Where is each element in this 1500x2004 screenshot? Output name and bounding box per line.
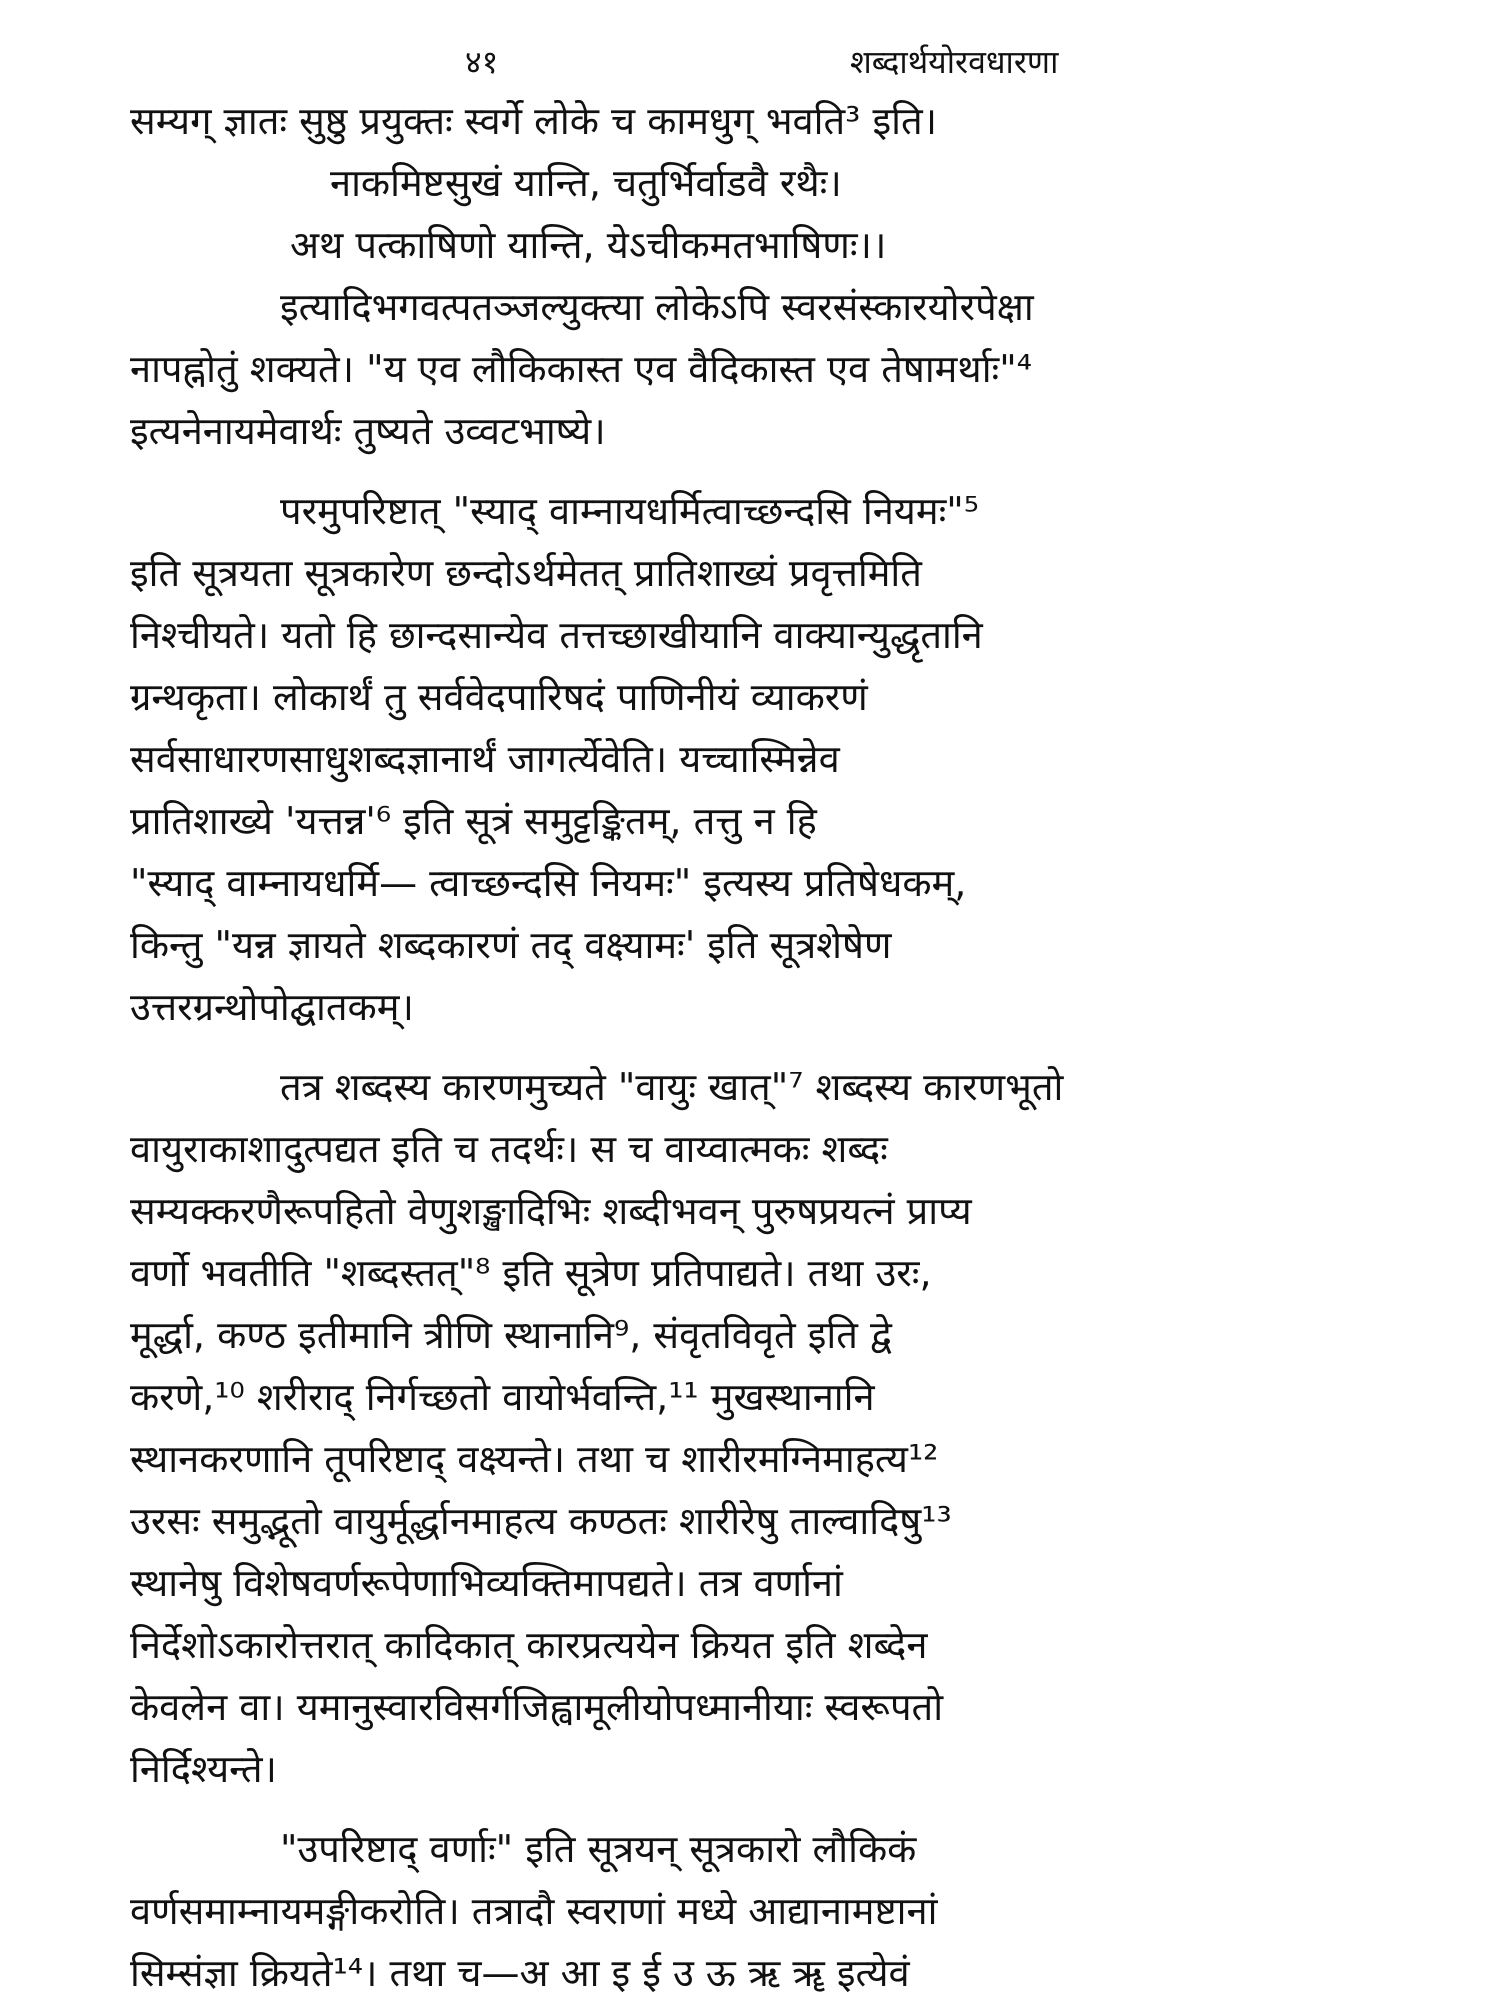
text-line: उत्तरग्रन्थोपोद्घातकम्। [130, 985, 414, 1029]
text-line: निश्चीयते। यतो हि छान्दसान्येव तत्तच्छाखीयानि वाक्यान्युद्धृतानि [130, 613, 983, 657]
paragraph-first-line: परमुपरिष्टात् "स्याद् वाम्नायधर्मित्वाच्छन्दसि नियमः"⁵ [280, 489, 979, 533]
text-line: वर्णो भवतीति "शब्दस्तत्"⁸ इति सूत्रेण प्रतिपाद्यते। तथा उरः, [130, 1251, 932, 1295]
text-line: करणे,¹⁰ शरीराद् निर्गच्छतो वायोर्भवन्ति,¹¹ मुखस्थानानि [130, 1375, 875, 1419]
text-line: उरसः समुद्भूतो वायुर्मूर्द्धानमाहत्य कण्ठतः शारीरेषु ताल्वादिषु¹³ [130, 1499, 952, 1543]
page-header [0, 34, 1500, 84]
page-number: ४१ [465, 43, 499, 81]
verse-line: अथ पत्काषिणो यान्ति, येऽचीकमतभाषिणः।। [290, 223, 887, 267]
body-text [130, 90, 1375, 2004]
text-line: इत्यनेनायमेवार्थः तुष्यते उव्वटभाष्ये। [130, 409, 606, 453]
text-line: वायुराकाशादुत्पद्यत इति च तदर्थः। स च वाय्वात्मकः शब्दः [130, 1127, 888, 1171]
text-line: मूर्द्धा, कण्ठ इतीमानि त्रीणि स्थानानि⁹, संवृतविवृते इति द्वे [130, 1313, 892, 1357]
running-title: शब्दार्थयोरवधारणा [850, 43, 1059, 81]
text-line: नापह्नोतुं शक्यते। "य एव लौकिकास्त एव वैदिकास्त एव तेषामर्थाः"⁴ [130, 347, 1032, 391]
text-line: सर्वसाधारणसाधुशब्दज्ञानार्थं जागर्त्येवेति। यच्चास्मिन्नेव [130, 737, 840, 781]
text-line: सम्यक्करणैरूपहितो वेणुशङ्खादिभिः शब्दीभवन् पुरुषप्रयत्नं प्राप्य [130, 1189, 972, 1233]
text-line: प्रातिशाख्ये 'यत्तन्न'⁶ इति सूत्रं समुट्टङ्कितम्, तत्तु न हि [130, 799, 817, 843]
text-line: सिम्संज्ञा क्रियते¹⁴। तथा च—अ आ इ ई उ ऊ ऋ ॠ इत्येवं [130, 1951, 910, 1995]
text-line: निर्देशोऽकारोत्तरात् कादिकात् कारप्रत्ययेन क्रियत इति शब्देन [130, 1623, 928, 1667]
text-line: सम्यग् ज्ञातः सुष्ठु प्रयुक्तः स्वर्गे लोके च कामधुग् भवति³ इति। [130, 99, 938, 143]
text-line: इति सूत्रयता सूत्रकारेण छन्दोऽर्थमेतत् प्रातिशाख्यं प्रवृत्तमिति [130, 551, 922, 595]
verse-line: नाकमिष्टसुखं यान्ति, चतुर्भिर्वाडवै रथैः। [330, 161, 842, 205]
text-line: केवलेन वा। यमानुस्वारविसर्गजिह्वामूलीयोपध्मानीयाः स्वरूपतो [130, 1685, 944, 1729]
text-line: किन्तु "यन्न ज्ञायते शब्दकारणं तद् वक्ष्यामः' इति सूत्रशेषेण [130, 923, 892, 967]
text-line: "स्याद् वाम्नायधर्मि— त्वाच्छन्दसि नियमः" इत्यस्य प्रतिषेधकम्, [130, 861, 967, 905]
paragraph-first-line: तत्र शब्दस्य कारणमुच्यते "वायुः खात्"⁷ शब्दस्य कारणभूतो [280, 1065, 1064, 1109]
text-line: स्थानेषु विशेषवर्णरूपेणाभिव्यक्तिमापद्यते। तत्र वर्णानां [130, 1561, 843, 1605]
text-line: वर्णसमाम्नायमङ्गीकरोति। तत्रादौ स्वराणां मध्ये आद्यानामष्टानां [130, 1889, 938, 1933]
paragraph-first-line: इत्यादिभगवत्पतञ्जल्युक्त्या लोकेऽपि स्वरसंस्कारयोरपेक्षा [280, 285, 1034, 329]
text-line: निर्दिश्यन्ते। [130, 1747, 277, 1791]
text-line: स्थानकरणानि तूपरिष्टाद् वक्ष्यन्ते। तथा च शारीरमग्निमाहत्य¹² [130, 1437, 939, 1481]
text-line: ग्रन्थकृता। लोकार्थं तु सर्ववेदपारिषदं पाणिनीयं व्याकरणं [130, 675, 868, 719]
paragraph-first-line: "उपरिष्टाद् वर्णाः" इति सूत्रयन् सूत्रकारो लौकिकं [280, 1827, 917, 1871]
